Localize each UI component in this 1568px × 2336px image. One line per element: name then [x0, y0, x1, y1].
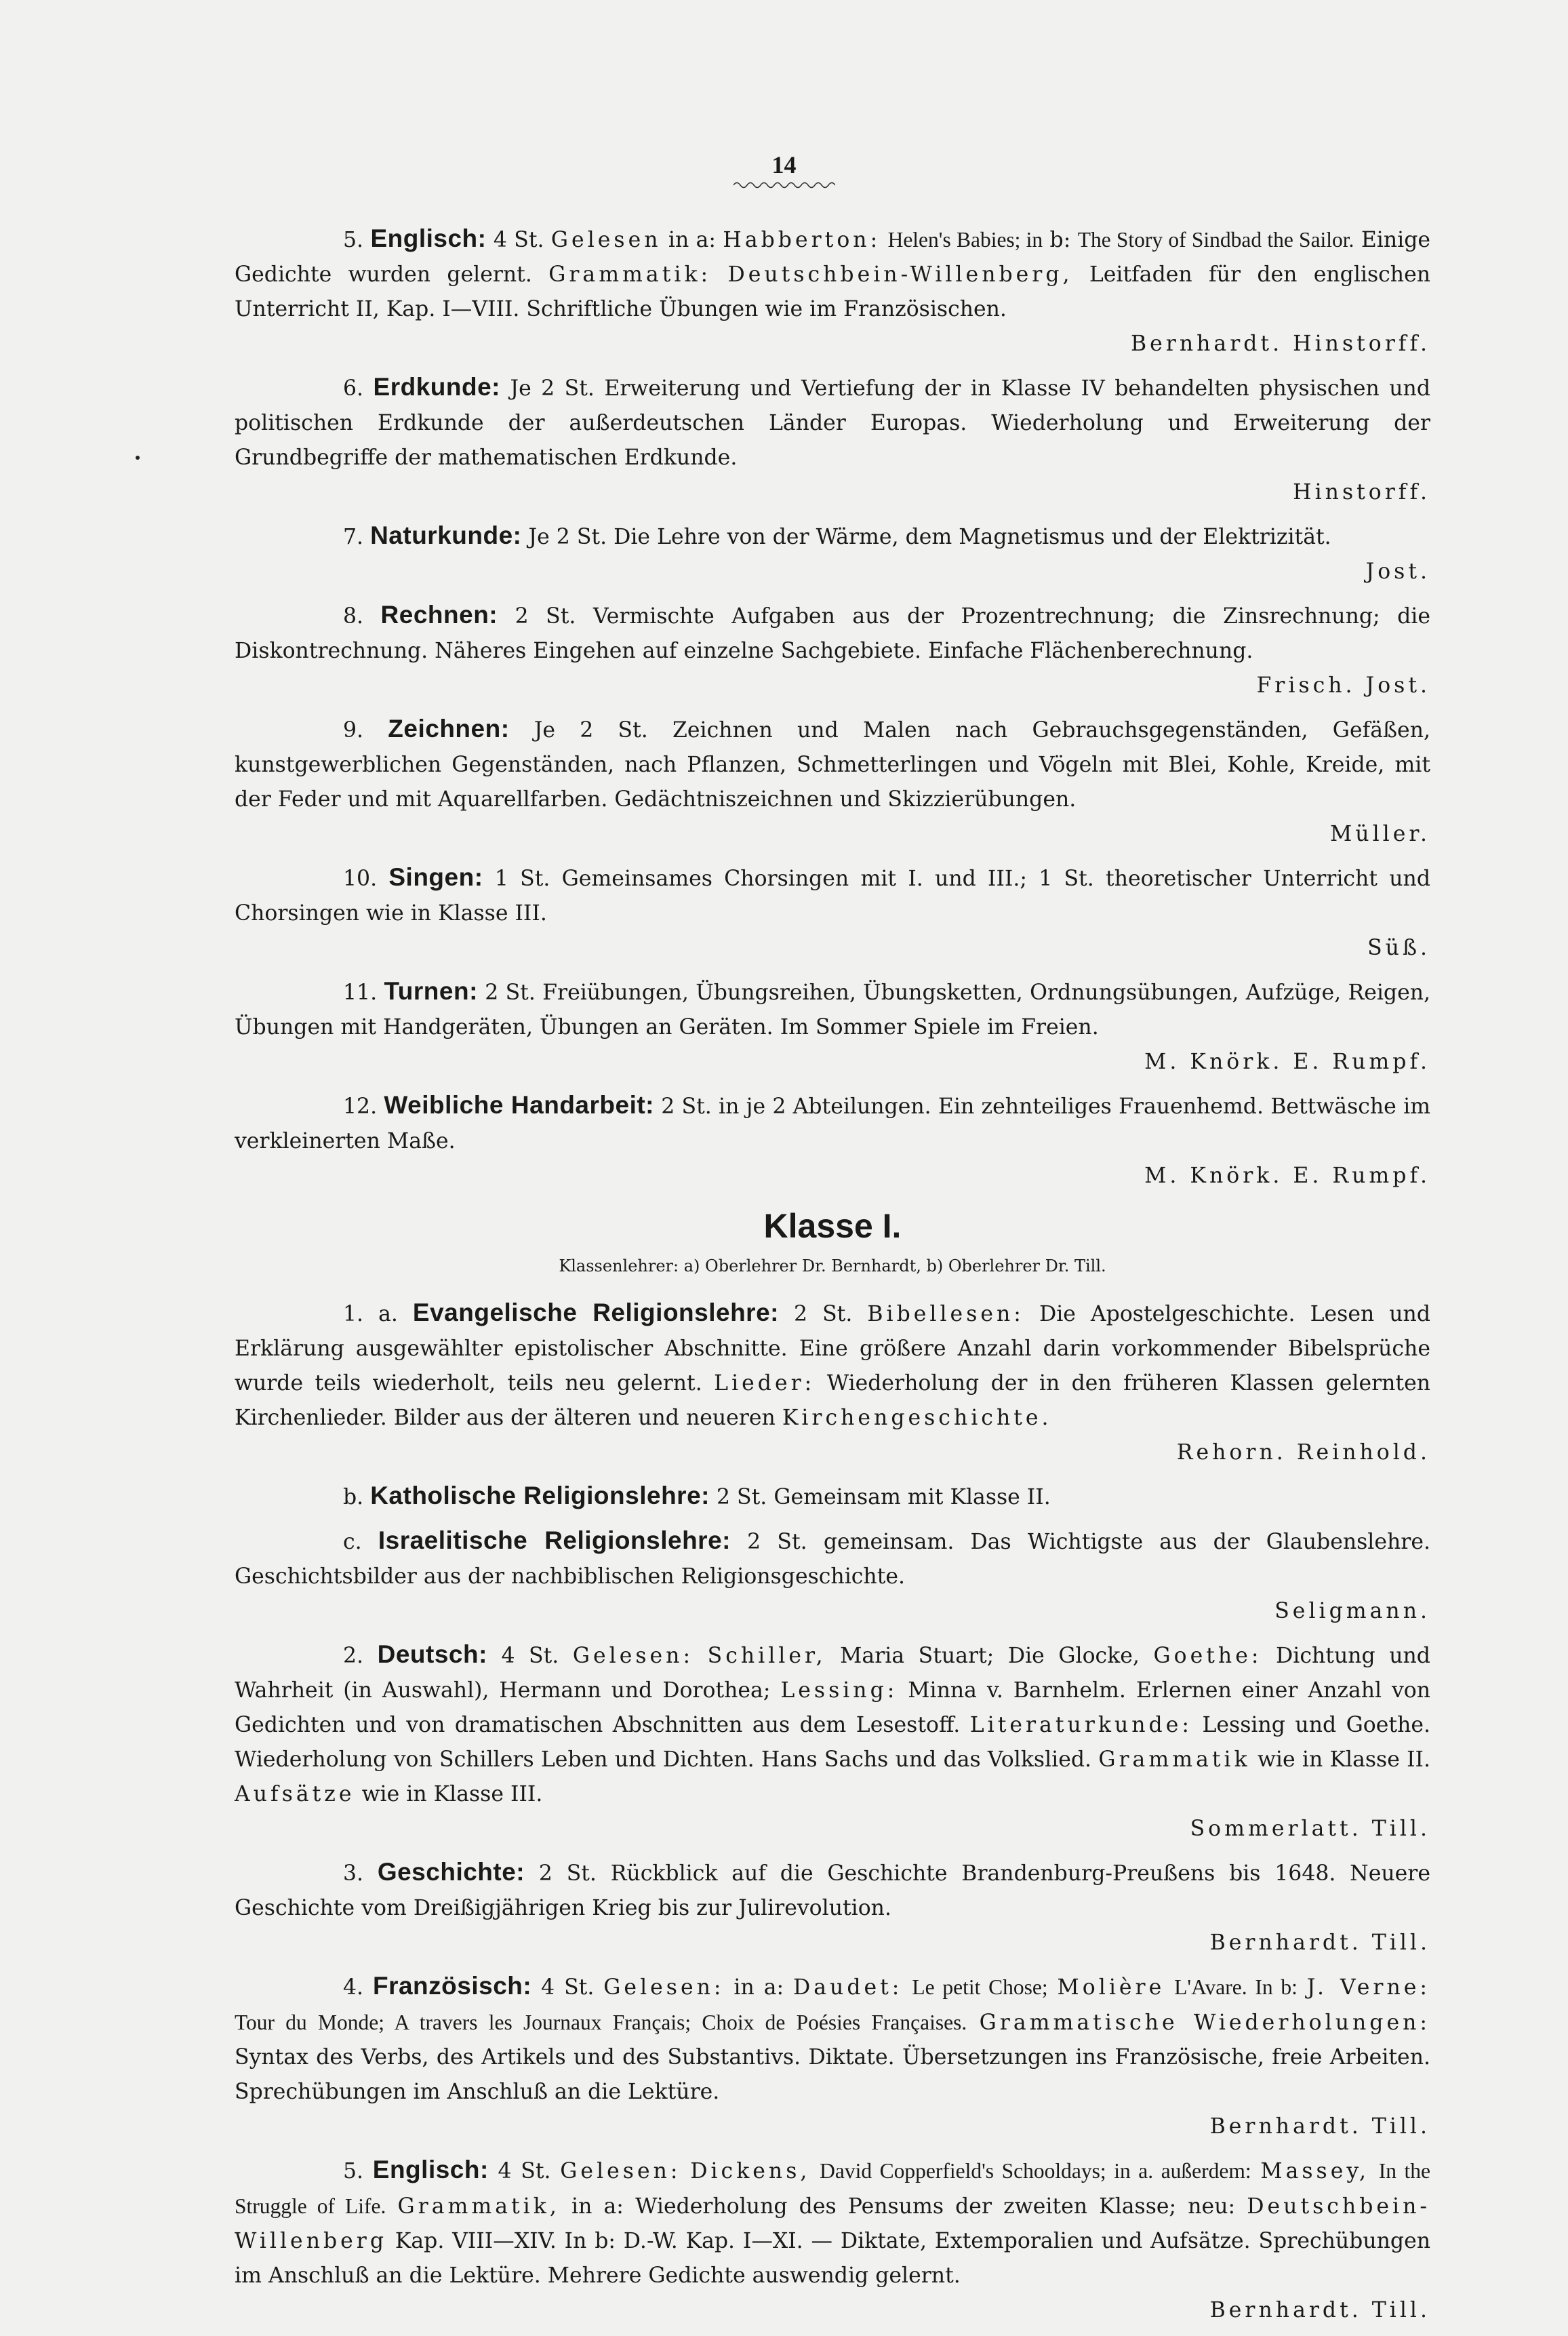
subject-heading: Israelitische Religionslehre:: [378, 1526, 731, 1554]
teacher-names: Jost.: [1365, 559, 1430, 584]
label-grammatische-wiederholungen: Grammatische Wiederholungen:: [979, 2011, 1430, 2035]
text: in a:: [733, 1975, 784, 2000]
item-number: 5.: [343, 228, 364, 252]
text: 2 St. Gemeinsam mit Klasse II.: [717, 1485, 1051, 1509]
subject-heading: Weibliche Handarbeit:: [384, 1091, 654, 1119]
subject-heading: Singen:: [388, 863, 483, 891]
label-gelesen: Gelesen:: [603, 1975, 725, 2000]
teacher-names: Rehorn. Reinhold.: [1176, 1440, 1430, 1465]
text: Je 2 St. Erweiterung und Vertiefung der in Klasse IV behandelten physischen und politischen Erdkunde der außerdeutschen Länder Europas. Wiederholung und Erweiterung der Grundbegriffe der mathematischen Erdkunde.: [235, 376, 1430, 470]
teacher-names: Süß.: [1367, 936, 1430, 960]
title: Helen's Babies; in: [887, 228, 1043, 252]
subject-heading: Erdkunde:: [373, 373, 500, 401]
author: Massey,: [1260, 2159, 1369, 2183]
section-englisch-i: [235, 2152, 1430, 2328]
label-gelesen: Gelesen: [550, 228, 662, 252]
author: Habberton:: [723, 228, 881, 252]
page-number: [0, 151, 1568, 190]
page-number-text: 14: [771, 151, 797, 178]
class-teacher-line: Klassenlehrer: a) Oberlehrer Dr. Bernhardt, b) Oberlehrer Dr. Till.: [559, 1256, 1106, 1275]
author: Lessing:: [780, 1678, 898, 1703]
item-number: 6.: [343, 376, 364, 401]
section-geschichte: [235, 1855, 1430, 1960]
subject-heading: Englisch:: [372, 2156, 489, 2183]
title: L'Avare. In b:: [1174, 1975, 1298, 1999]
label-aufsaetze: Aufsätze: [235, 1782, 355, 1806]
item-number: 1. a.: [343, 1302, 398, 1326]
text: 2 St. Rückblick auf die Geschichte Brandenburg-Preußens bis 1648. Neuere Geschichte vom Dreißigjährigen Krieg bis zur Julirevolution.: [235, 1861, 1430, 1920]
subject-heading: Naturkunde:: [370, 521, 522, 549]
hours: 4 St.: [501, 1644, 559, 1668]
hours: 2 St.: [794, 1302, 853, 1326]
author: Dickens,: [690, 2159, 811, 2183]
text: 2 St. in je 2 Abteilungen. Ein zehnteiliges Frauenhemd. Bettwäsche im verkleinerten Maße.: [235, 1094, 1431, 1153]
section-katholische-religionslehre: [235, 1478, 1430, 1515]
label-bibellesen: Bibellesen:: [867, 1302, 1024, 1326]
label-lieder: Lieder:: [714, 1371, 816, 1395]
item-number: 5.: [343, 2159, 364, 2183]
text: wie in Klasse II.: [1257, 1747, 1431, 1772]
text: in a: Wiederholung des Pensums der zweiten Klasse; neu:: [571, 2194, 1236, 2219]
text: Dichtung und Wahrheit (in Auswahl), Hermann und Dorothea;: [235, 1644, 1430, 1703]
teacher-names: Frisch. Jost.: [1256, 673, 1430, 698]
teacher-names: Bernhardt. Hinstorff.: [1131, 332, 1430, 356]
section-franzoesisch: [235, 1968, 1430, 2144]
section-israelitische-religionslehre: [235, 1523, 1430, 1629]
title: In the Struggle of Life.: [235, 2159, 1431, 2218]
section-deutsch: [235, 1637, 1430, 1846]
author: Deutschbein-Willenberg,: [727, 262, 1073, 287]
text: Minna v. Barnhelm. Erlernen einer Anzahl von Gedichten und von dramatischen Abschnitten aus dem Lesestoff.: [235, 1678, 1431, 1737]
teacher-names: Seligmann.: [1274, 1599, 1430, 1623]
teacher-names: M. Knörk. E. Rumpf.: [1144, 1050, 1430, 1074]
teacher-names: Bernhardt. Till.: [1209, 2114, 1430, 2139]
author: Deutschbein-Willenberg: [235, 2194, 1431, 2253]
label-literaturkunde: Literaturkunde:: [969, 1713, 1192, 1737]
text: Wiederholung der in den früheren Klassen gelernten Kirchenlieder. Bilder aus der älteren und neueren: [235, 1371, 1431, 1430]
subject-heading: Rechnen:: [380, 601, 498, 629]
item-number: 10.: [343, 867, 378, 891]
text: Je 2 St. Die Lehre von der Wärme, dem Magnetismus und der Elektrizität.: [528, 525, 1331, 549]
page-number-underline-ornament: [733, 180, 835, 190]
item-number: 7.: [343, 525, 364, 549]
title: Tour du Monde; A travers les Journaux Français; Choix de Poésies Françaises.: [235, 2011, 967, 2034]
text: b:: [1049, 228, 1071, 252]
subject-heading: Geschichte:: [377, 1858, 525, 1886]
text: 2 St. gemeinsam. Das Wichtigste aus der Glaubenslehre. Geschichtsbilder aus der nachbiblischen Religionsgeschichte.: [235, 1530, 1431, 1589]
document-body: [235, 221, 1430, 2336]
item-number: c.: [343, 1530, 362, 1554]
subject-heading: Turnen:: [384, 977, 478, 1005]
subject-heading: Evangelische Religionslehre:: [412, 1299, 779, 1326]
item-number: b.: [343, 1485, 364, 1509]
title: David Copperfield's Schooldays; in a. außerdem:: [820, 2159, 1251, 2183]
item-number: 8.: [343, 604, 364, 629]
author: Molière: [1057, 1975, 1165, 2000]
item-number: 11.: [343, 981, 378, 1005]
subject-heading: Französisch:: [372, 1972, 532, 2000]
section-zeichnen: [235, 711, 1430, 852]
teacher-names: M. Knörk. E. Rumpf.: [1144, 1164, 1430, 1188]
label-grammatik: Grammatik,: [397, 2194, 560, 2219]
teacher-names: Sommerlatt. Till.: [1190, 1817, 1430, 1841]
text: 2 St. Freiübungen, Übungsreihen, Übungsketten, Ordnungsübungen, Aufzüge, Reigen, Übungen mit Handgeräten, Übungen an Geräten. Im Sommer Spiele im Freien.: [235, 981, 1431, 1040]
text: 1 St. Gemeinsames Chorsingen mit I. und III.; 1 St. theoretischer Unterricht und Chorsingen wie in Klasse III.: [235, 867, 1430, 926]
text: Die Apostelgeschichte. Lesen und Erklärung ausgewählter epistolischer Abschnitte. Eine größere Anzahl darin vorkommender Bibelsprüche wurde teils wiederholt, teils neu gelernt.: [235, 1302, 1431, 1395]
text: Einige Gedichte wurden gelernt.: [235, 228, 1431, 287]
label-grammatik: Grammatik:: [548, 262, 712, 287]
teacher-names: Müller.: [1330, 822, 1430, 846]
title: Le petit Chose;: [912, 1975, 1048, 1999]
author: Daudet:: [793, 1975, 903, 2000]
label-kirchengeschichte: Kirchengeschichte.: [782, 1406, 1052, 1430]
section-rechnen: [235, 597, 1430, 703]
text: Kap. VIII—XIV. In b: D.-W. Kap. I—XI. — Diktate, Extemporalien und Aufsätze. Sprechübungen im Anschluß an die Lektüre. Mehrere Gedichte auswendig gelernt.: [235, 2229, 1431, 2288]
section-weibliche-handarbeit: [235, 1088, 1430, 1193]
class-heading: Klasse I.: [763, 1207, 902, 1245]
teacher-names: Bernhardt. Till.: [1209, 2298, 1430, 2322]
hours: 4 St.: [498, 2159, 551, 2183]
text: Maria Stuart; Die Glocke,: [840, 1644, 1140, 1668]
text: Lessing und Goethe. Wiederholung von Schillers Leben und Dichten. Hans Sachs und das Volkslied.: [235, 1713, 1431, 1772]
subject-heading: Zeichnen:: [388, 715, 510, 743]
section-englisch-ii: [235, 221, 1430, 361]
title: The Story of Sindbad the Sailor.: [1077, 228, 1354, 252]
label-gelesen: Gelesen:: [560, 2159, 681, 2183]
text: in a:: [668, 228, 717, 252]
subject-heading: Englisch:: [370, 224, 487, 252]
teacher-names: Bernhardt. Till.: [1209, 1931, 1430, 1955]
section-turnen: [235, 974, 1430, 1080]
text: 2 St. Vermischte Aufgaben aus der Prozentrechnung; die Zinsrechnung; die Diskontrechnung. Näheres Eingehen auf einzelne Sachgebiete. Einfache Flächenberechnung.: [235, 604, 1431, 663]
item-number: 2.: [343, 1644, 364, 1668]
section-naturkunde: [235, 518, 1430, 589]
section-erdkunde: [235, 370, 1430, 510]
hours: 4 St.: [493, 228, 544, 252]
section-evangelische-religionslehre: [235, 1295, 1430, 1470]
text: Leitfaden für den englischen Unterricht II, Kap. I—VIII. Schriftliche Übungen wie im Französischen.: [235, 262, 1431, 321]
author: Schiller,: [707, 1644, 826, 1668]
label-grammatik: Grammatik: [1098, 1747, 1251, 1772]
author: Goethe:: [1153, 1644, 1262, 1668]
subject-heading: Deutsch:: [377, 1640, 487, 1668]
teacher-names: Hinstorff.: [1293, 480, 1430, 504]
item-number: 3.: [343, 1861, 364, 1886]
margin-dot: [136, 456, 140, 460]
text: wie in Klasse III.: [361, 1782, 543, 1806]
item-number: 4.: [343, 1975, 364, 2000]
hours: 4 St.: [541, 1975, 595, 2000]
text: Syntax des Verbs, des Artikels und des Substantivs. Diktate. Übersetzungen ins Französische, freie Arbeiten. Sprechübungen im Anschluß an die Lektüre.: [235, 2045, 1430, 2104]
author: J. Verne:: [1306, 1975, 1431, 2000]
item-number: 9.: [343, 718, 364, 743]
label-gelesen: Gelesen:: [572, 1644, 694, 1668]
subject-heading: Katholische Religionslehre:: [370, 1482, 710, 1509]
section-singen: [235, 860, 1430, 966]
text: Je 2 St. Zeichnen und Malen nach Gebrauchsgegenständen, Gefäßen, kunstgewerblichen Gegenständen, nach Pflanzen, Schmetterlingen und Vögeln mit Blei, Kohle, Kreide, mit der Feder und mit Aquarellfarben. Gedächtniszeichnen und Skizzierübungen.: [235, 718, 1431, 812]
item-number: 12.: [343, 1094, 378, 1119]
